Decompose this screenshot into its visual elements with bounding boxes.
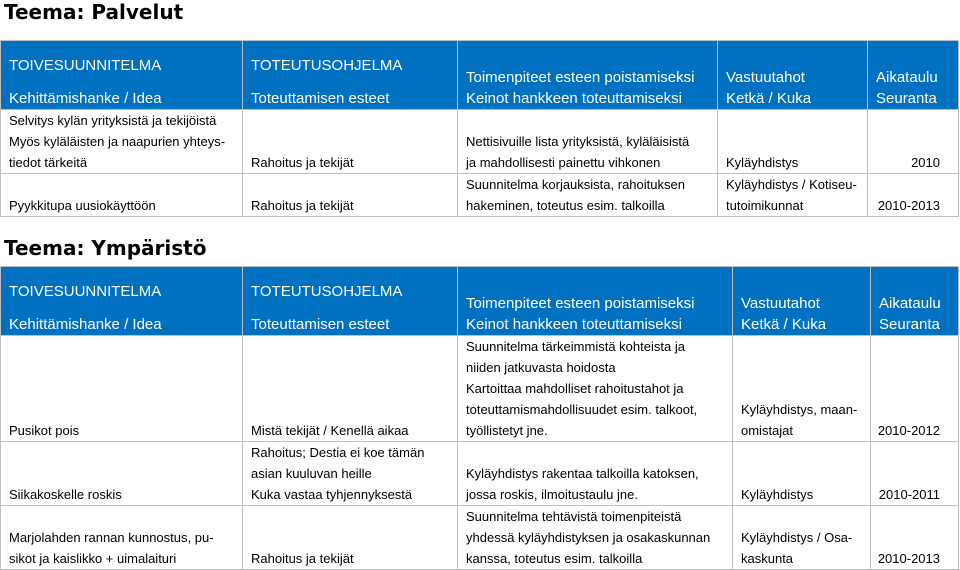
header-cell-wish-plan <box>1 41 243 110</box>
cell-text: Rahoitus ja tekijät <box>251 198 354 213</box>
header-label: Aikataulu <box>876 69 938 86</box>
header-cell-measures <box>458 267 733 336</box>
cell-text: Rahoitus; Destia ei koe tämän <box>251 445 425 460</box>
cell-text: 2010-2013 <box>877 198 940 213</box>
header-cell-schedule <box>868 41 959 110</box>
cell-text: tiedot tärkeitä <box>9 155 88 170</box>
cell-text: yhdessä kyläyhdistyksen ja osakaskunnan <box>466 530 711 545</box>
header-cell-responsible <box>718 41 868 110</box>
cell-text: työllistetyt jne. <box>466 423 548 438</box>
cell-text: 2010-2013 <box>877 551 940 566</box>
cell-text: Kyläyhdistys / Kotiseu- <box>726 177 857 192</box>
cell-text: Suunnitelma korjauksista, rahoituksen <box>466 177 685 192</box>
cell-text: Siikakoskelle roskis <box>9 487 122 502</box>
cell-responsible <box>718 174 868 217</box>
header-label: Toimenpiteet esteen poistamiseksi <box>466 69 695 86</box>
cell-responsible <box>718 110 868 174</box>
cell-text: Kartoittaa mahdolliset rahoitustahot ja <box>466 381 684 396</box>
header-sublabel: Toteuttamisen esteet <box>251 90 390 107</box>
header-label: Aikataulu <box>879 295 941 312</box>
cell-measures <box>458 336 733 442</box>
header-label: Vastuutahot <box>726 69 805 86</box>
cell-text: Marjolahden rannan kunnostus, pu- <box>9 530 214 545</box>
table-header-row <box>1 267 959 336</box>
cell-idea <box>1 174 243 217</box>
cell-text: Kuka vastaa tyhjennyksestä <box>251 487 413 502</box>
header-label: TOIVESUUNNITELMA <box>9 283 162 300</box>
cell-idea <box>1 442 243 506</box>
cell-text: niiden jatkuvasta hoidosta <box>466 360 616 375</box>
table-row <box>1 506 959 570</box>
cell-barrier <box>243 336 458 442</box>
table-row <box>1 336 959 442</box>
cell-responsible <box>733 506 871 570</box>
cell-measures <box>458 110 718 174</box>
header-label: TOTEUTUSOHJELMA <box>251 283 403 300</box>
cell-measures <box>458 442 733 506</box>
cell-text: tutoimikunnat <box>726 198 804 213</box>
cell-text: kaskunta <box>741 551 794 566</box>
header-sublabel: Seuranta <box>879 316 940 333</box>
cell-responsible <box>733 442 871 506</box>
cell-text: toteuttamismahdollisuudet esim. talkoot, <box>466 402 698 417</box>
cell-schedule <box>868 174 959 217</box>
cell-text: ja mahdollisesti painettu vihkonen <box>466 155 661 170</box>
header-sublabel: Kehittämishanke / Idea <box>9 90 162 107</box>
cell-text: Pusikot pois <box>9 423 80 438</box>
environment-plan-table <box>0 266 959 570</box>
cell-text: Kyläyhdistys <box>726 155 799 170</box>
header-label: TOIVESUUNNITELMA <box>9 57 162 74</box>
header-cell-implementation <box>243 267 458 336</box>
cell-measures <box>458 174 718 217</box>
cell-text: kanssa, toteutus esim. talkoilla <box>466 551 643 566</box>
header-sublabel: Kehittämishanke / Idea <box>9 316 162 333</box>
cell-text: 2010-2012 <box>877 423 940 438</box>
header-sublabel: Seuranta <box>876 90 937 107</box>
header-cell-measures <box>458 41 718 110</box>
table-row <box>1 174 959 217</box>
cell-text: Pyykkitupa uusiokäyttöön <box>9 198 156 213</box>
cell-text: hakeminen, toteutus esim. talkoilla <box>466 198 665 213</box>
table-row <box>1 442 959 506</box>
header-label: Vastuutahot <box>741 295 820 312</box>
cell-text: Rahoitus ja tekijät <box>251 155 354 170</box>
cell-text: omistajat <box>741 423 794 438</box>
cell-idea <box>1 506 243 570</box>
cell-text: Selvitys kylän yrityksistä ja tekijöistä <box>9 113 217 128</box>
cell-schedule <box>871 506 959 570</box>
cell-text: Nettisivuille lista yrityksistä, kyläläisistä <box>466 134 690 149</box>
cell-schedule <box>868 110 959 174</box>
section-title-services: Teema: Palvelut <box>4 0 184 24</box>
cell-barrier <box>243 174 458 217</box>
cell-schedule <box>871 336 959 442</box>
cell-barrier <box>243 110 458 174</box>
section-title-environment: Teema: Ympäristö <box>4 236 207 260</box>
cell-responsible <box>733 336 871 442</box>
services-plan-table <box>0 40 959 217</box>
cell-text: asian kuuluvan heille <box>251 466 372 481</box>
header-cell-schedule <box>871 267 959 336</box>
cell-barrier <box>243 442 458 506</box>
cell-text: jossa roskis, ilmoitustaulu jne. <box>466 487 638 502</box>
header-sublabel: Keinot hankkeen toteuttamiseksi <box>466 316 682 333</box>
cell-text: Kyläyhdistys, maan- <box>741 402 858 417</box>
header-sublabel: Keinot hankkeen toteuttamiseksi <box>466 90 682 107</box>
header-cell-implementation <box>243 41 458 110</box>
cell-text: Kyläyhdistys / Osa- <box>741 530 853 545</box>
cell-text: 2010 <box>911 155 940 170</box>
cell-idea <box>1 336 243 442</box>
header-cell-wish-plan <box>1 267 243 336</box>
cell-measures <box>458 506 733 570</box>
table-row <box>1 110 959 174</box>
header-sublabel: Toteuttamisen esteet <box>251 316 390 333</box>
cell-schedule <box>871 442 959 506</box>
cell-text: Kyläyhdistys <box>741 487 814 502</box>
cell-text: 2010-2011 <box>878 487 940 502</box>
cell-text: Rahoitus ja tekijät <box>251 551 354 566</box>
header-sublabel: Ketkä / Kuka <box>726 90 812 107</box>
table-header-row <box>1 41 959 110</box>
header-label: TOTEUTUSOHJELMA <box>251 57 403 74</box>
cell-barrier <box>243 506 458 570</box>
header-label: Toimenpiteet esteen poistamiseksi <box>466 295 695 312</box>
cell-text: Myös kyläläisten ja naapurien yhteys- <box>9 134 226 149</box>
cell-text: Kyläyhdistys rakentaa talkoilla katoksen, <box>466 466 699 481</box>
cell-text: sikot ja kaislikko + uimalaituri <box>9 551 177 566</box>
header-cell-responsible <box>733 267 871 336</box>
cell-text: Suunnitelma tehtävistä toimenpiteistä <box>466 509 682 524</box>
cell-text: Suunnitelma tärkeimmistä kohteista ja <box>466 339 685 354</box>
cell-text: Mistä tekijät / Kenellä aikaa <box>251 423 409 438</box>
cell-idea <box>1 110 243 174</box>
header-sublabel: Ketkä / Kuka <box>741 316 827 333</box>
